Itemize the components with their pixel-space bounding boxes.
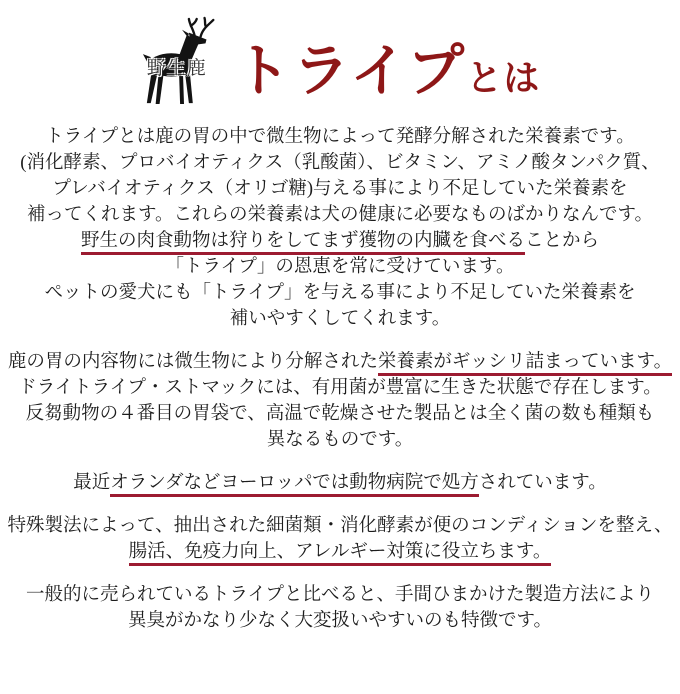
text-line xyxy=(0,582,680,608)
text-line xyxy=(0,280,680,306)
text-segment: 反芻動物の４番目の胃袋で、高温で乾燥させた製品とは全く菌の数も種類も xyxy=(25,404,655,424)
page xyxy=(0,14,680,694)
underlined-text: 腸活、免疫力向上、アレルギー対策に役立ちます。 xyxy=(129,542,552,566)
text-line xyxy=(0,470,680,496)
text-line xyxy=(0,228,680,254)
text-segment: 異臭がかなり少なく大変扱いやすいのも特徴です。 xyxy=(127,611,553,631)
text-segment: ドライトライプ・ストマックには、有用菌が豊富に生きた状態で存在します。 xyxy=(18,378,662,398)
paragraph xyxy=(0,470,680,496)
text-segment: 特殊製法によって、抽出された細菌類・消化酵素が便のコンディションを整え、 xyxy=(7,516,673,536)
paragraph xyxy=(0,513,680,565)
underlined-text: オランダなどヨーロッパでは動物病院で処方 xyxy=(110,473,479,497)
text-segment: ペットの愛犬にも「トライプ」を与える事により不足していた栄養素を xyxy=(44,283,636,303)
text-line xyxy=(0,124,680,150)
text-segment: (消化酵素、プロバイオティクス（乳酸菌）、ビタミン、アミノ酸タンパク質、 xyxy=(20,153,660,173)
body-text xyxy=(0,124,680,634)
page-title xyxy=(233,40,541,103)
paragraph xyxy=(0,582,680,634)
text-segment: 最近 xyxy=(73,473,111,493)
underlined-text: 野生の肉食動物は狩りをしてまず獲物の内臓を食べる xyxy=(81,231,525,255)
text-segment: 異なるものです。 xyxy=(266,430,414,450)
text-segment: トライプとは鹿の胃の中で微生物によって発酵分解された栄養素です。 xyxy=(45,127,635,147)
text-line xyxy=(0,513,680,539)
text-segment: 補いやすくしてくれます。 xyxy=(229,309,451,329)
text-line xyxy=(0,176,680,202)
text-line xyxy=(0,306,680,332)
text-line xyxy=(0,427,680,453)
text-segment: プレバイオティクス（オリゴ糖)与える事により不足していた栄養素を xyxy=(52,179,628,199)
text-line xyxy=(0,608,680,634)
page-title-main: トライプ xyxy=(233,40,467,103)
text-line xyxy=(0,401,680,427)
text-line xyxy=(0,202,680,228)
text-segment: 一般的に売られているトライプと比べると、手間ひまかけた製造方法により xyxy=(26,585,654,605)
paragraph xyxy=(0,124,680,332)
logo-label: 野生鹿 xyxy=(146,58,207,79)
page-title-suffix: とは xyxy=(466,58,541,98)
text-line xyxy=(0,150,680,176)
header xyxy=(0,14,680,108)
text-segment: 鹿の胃の内容物には微生物により分解された xyxy=(7,352,378,372)
deer-logo xyxy=(140,16,228,108)
paragraph xyxy=(0,349,680,453)
text-line xyxy=(0,375,680,401)
text-segment: 「トライプ」の恩恵を常に受けています。 xyxy=(165,257,515,277)
text-line xyxy=(0,349,680,375)
text-line xyxy=(0,539,680,565)
text-segment: されています。 xyxy=(478,473,607,493)
text-segment: ことから xyxy=(525,231,600,251)
text-segment: 補ってくれます。これらの栄養素は犬の健康に必要なものばかりなんです。 xyxy=(26,205,654,225)
text-line xyxy=(0,254,680,280)
underlined-text: 栄養素がギッシリ詰まっています。 xyxy=(378,352,672,376)
